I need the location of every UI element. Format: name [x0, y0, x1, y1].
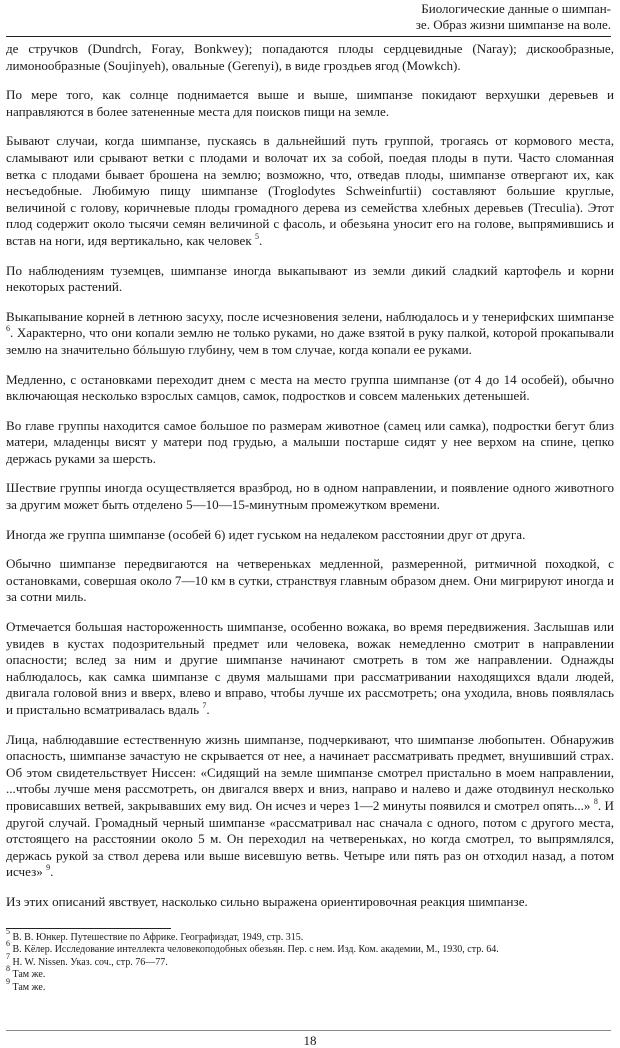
paragraph-text: Медленно, с остановками переходит днем с места на место группа шимпанзе (от 4 до 14 особей), обычно включающая несколько взрослых самцов, самок, подростков и совсем маленьких детенышей.: [6, 371, 614, 404]
footnote: [6, 939, 614, 956]
paragraph-text: . Характерно, что они копали землю не только руками, но даже взятой в руку палкой, которой прокапывали землю на значительно бóльшую глубину, чем в том случае, когда копали ее руками.: [6, 325, 614, 357]
paragraph-text: .: [206, 702, 210, 717]
paragraph: [6, 527, 614, 544]
paragraph-text: Выкапывание корней в летнюю засуху, после исчезновения зелени, наблюдалось и у тенерифских шимпанзе: [6, 308, 614, 324]
footnote-reference: 7: [202, 701, 207, 710]
paragraph-text: Отмечается большая настороженность шимпанзе, особенно вожака, во время передвижения. Заслышав или увидев в кустах подозрительный предмет или человека, вожак немедленно смотрит в направлении опасности; вслед за ним и другие шимпанзе начинают смотреть в том же направлении. Однажды наблюдалось, как самка шимпанзе с двумя малышами при рассматривании находящихся вдали людей, двигала головой вниз и вверх, влево и вправо, чтобы лучше их рассмотреть; она уходила, вновь появлялась и пристально всматривалась вдаль: [6, 619, 614, 717]
paragraph-text: . И другой случай. Громадный черный шимпанзе «рассматривал нас сначала с одного, потом с другого места, отстоящего на расстоянии около 5 м. Он переходил на четвереньках, но когда смотрел, то выпрямлялся, держась рукой за ствол дерева или выше висевшую ветвь. Четыре или пять раз он отходил назад, а потом исчез»: [6, 797, 614, 880]
footnote-reference: 5: [254, 231, 259, 241]
footnote-text: В. Кёлер. Исследование интеллекта человекоподобных обезьян. Пер. с нем. Изд. Ком. академии, М., 1930, стр. 64.: [12, 944, 499, 956]
footnote-number: 5: [6, 927, 10, 936]
paragraph: [6, 418, 614, 468]
paragraph: [6, 894, 614, 911]
paragraph: [6, 87, 614, 120]
paragraph: [6, 480, 614, 513]
footnote-text: H. W. Nissen. Указ. соч., стр. 76—77.: [12, 956, 168, 968]
footnote: [6, 951, 614, 969]
paragraph: [6, 41, 614, 74]
footnote: [6, 927, 614, 944]
footnote-rule: [6, 928, 171, 929]
footnote: [6, 976, 614, 994]
paragraph: [6, 133, 614, 249]
footnote-text: Там же.: [12, 981, 46, 993]
footnote: [6, 964, 614, 981]
footnote-reference: 6: [6, 324, 10, 334]
paragraph-text: Обычно шимпанзе передвигаются на четвереньках медленной, размеренной, ритмичной походкой, с остановками, совершая около 7—10 км в сутки, странствуя главным образом днем. Они мигрируют иногда и за сотни миль.: [6, 556, 614, 605]
paragraph: [6, 556, 614, 606]
paragraph: [6, 263, 614, 296]
paragraph: [6, 619, 614, 719]
footnote-number: 7: [6, 951, 10, 961]
header-rule: [6, 36, 611, 37]
paragraph-text: Иногда же группа шимпанзе (особей 6) идет гуськом на недалеком расстоянии друг от друга.: [6, 526, 526, 542]
paragraph-text: .: [50, 864, 54, 880]
footnote-text: В. В. Юнкер. Путешествие по Африке. Географиздат, 1949, стр. 315.: [12, 932, 304, 943]
paragraph-text: Бывают случаи, когда шимпанзе, пускаясь в дальнейший путь группой, трогаясь от кормового места, сламывают или срывают ветки с плодами и волочат их за собой, поедая плоды в пути. Часто сломанная ветка с плодами бывает брошена на землю; возможно, что, отведав плоды, шимпанзе отвергают их, как несъедобные. Любимую пищу шимпанзе (Troglodytes Schweinfurtii) составляют большие круглые, величиной с голову, коричневые плоды громадного дерева из семейства хлебных деревьев (Treculia). Этот плод содержит около тысячи семян величиной с фасоль, и обезьяна уносит его на голове, выпрямившись и встав на ноги, идя вертикально, как человек: [6, 133, 614, 248]
paragraph-text: де стручков (Dundrch, Foray, Bonkwey); попадаются плоды сердцевидные (Naray); дискообразные, лимонообразные (Soujinyeh), овальные (Gerenyi), в виде гроздьев ягод (Mowkch).: [6, 41, 614, 73]
footnote-reference: 9: [46, 863, 51, 873]
footer-rule: [6, 1030, 611, 1031]
paragraph: [6, 309, 614, 359]
footnote-reference: 8: [593, 796, 598, 806]
footnotes: [6, 927, 614, 994]
body-text: [6, 41, 614, 924]
paragraph-text: По мере того, как солнце поднимается выше и выше, шимпанзе покидают верхушки деревьев и направляются в более затененные места для поисков пищи на земле.: [6, 87, 614, 119]
paragraph-text: Лица, наблюдавшие естественную жизнь шимпанзе, подчеркивают, что шимпанзе любопытен. Обнаружив опасность, шимпанзе зачастую не скрывается от нее, а начинает рассматривать предмет, внушивший страх. Об этом свидетельствует Ниссен: «Сидящий на земле шимпанзе смотрел пристально в моем направлении, ...чтобы лучше меня рассмотреть, он двигался вверх и вниз, направо и налево и даже отодвинул несколько провисавших ветвей, закрывавших ему вид. Он исчез и через 1—2 минуты появился и смотрел опять...»: [6, 731, 614, 813]
page-number: 18: [303, 1033, 317, 1048]
footnote-number: 8: [6, 964, 10, 974]
running-header-line-1: Биологические данные о шимпан-: [421, 1, 611, 16]
footnote-number: 6: [6, 939, 10, 949]
running-header-line-2: зе. Образ жизни шимпанзе на воле.: [415, 17, 611, 32]
paragraph: [6, 372, 614, 405]
running-header: [191, 1, 611, 33]
paragraph-text: Шествие группы иногда осуществляется вразброд, но в одном направлении, и появление одного животного за другим может быть отделено 5—10—15-минутным промежутком времени.: [6, 480, 614, 513]
paragraph-text: .: [258, 232, 263, 248]
paragraph-text: Из этих описаний явствует, насколько сильно выражена ориентировочная реакция шимпанзе.: [6, 893, 528, 909]
paragraph: [6, 732, 614, 881]
footnote-number: 9: [6, 976, 10, 986]
paragraph-text: Во главе группы находится самое большое по размерам животное (самец или самка), подростки бегут близ матери, младенцы висят у матери под грудью, а малыши постарше сидят у нее верхом на спине, цепко держась руками за шерсть.: [6, 417, 614, 466]
footnote-text: Там же.: [12, 969, 46, 981]
paragraph-text: По наблюдениям туземцев, шимпанзе иногда выкапывают из земли дикий сладкий картофель и корни некоторых растений.: [6, 262, 614, 295]
